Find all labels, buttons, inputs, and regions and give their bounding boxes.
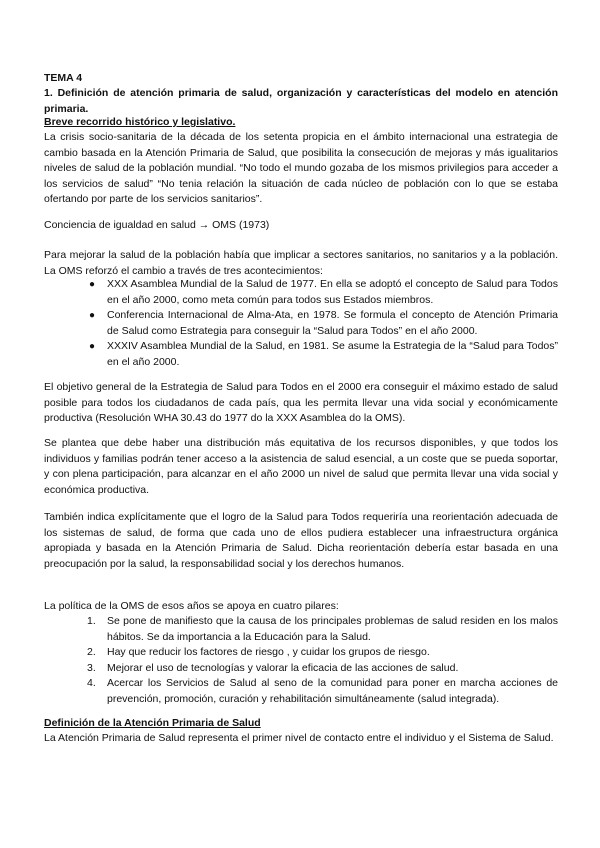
bullet-icon: ● bbox=[89, 341, 96, 353]
paragraph-pilares: La política de la OMS de esos años se apoya en cuatro pilares: bbox=[44, 600, 339, 612]
list-number: 2. bbox=[87, 646, 96, 659]
topic-label: TEMA 4 bbox=[44, 72, 83, 84]
bullet-icon: ● bbox=[89, 279, 96, 290]
list-item bbox=[87, 661, 558, 677]
section-heading: 1. Definición de atención primaria de salud, organización y características del modelo en atención primaria. bbox=[44, 87, 558, 115]
paragraph-crisis: La crisis socio-sanitaria de la década de los setenta propicia en el ámbito internacional una estrategia de cambio basada en la Atención Primaria de Salud, que posibilita la consecución de mejoras y más igualitarios niveles de salud de la población mundial. “No todo el mundo gozaba de los mismos privilegios para acceder a los servicios de salud” “No tenia relación la situación de cada núcleo de población con lo que se estaba ofertando por parte de los servicios sanitarios”. bbox=[44, 131, 558, 206]
bullet-icon: ● bbox=[89, 310, 96, 322]
list-number: 1. bbox=[87, 615, 96, 627]
list-item-text: Conferencia Internacional de Alma-Ata, en 1978. Se formula el concepto de Atención Primaria de Salud como Estrategia para conseguir la “Salud para Todos” en el año 2000. bbox=[107, 309, 558, 337]
paragraph-reorientacion: También indica explícitamente que el logro de la Salud para Todos requeriría una reorientación adecuada de los sistemas de salud, de forma que cada uno de ellos pudiera establecer una infraestructura orgánica apropiada y basada en la Atención Primaria de Salud. Dicha reorientación debería estar basada en una preocupación por la salud, la responsabilidad social y los derechos humanos. bbox=[44, 511, 558, 570]
list-item-text: XXX Asamblea Mundial de la Salud de 1977. En ella se adoptó el concepto de Salud para Todos en el año 2000, como meta común para todos sus Estados miembros. bbox=[107, 278, 558, 306]
list-item bbox=[87, 645, 558, 661]
list-item-text: Hay que reducir los factores de riesgo , y cuidar los grupos de riesgo. bbox=[107, 646, 430, 659]
list-item bbox=[87, 676, 558, 707]
paragraph-conciencia: Conciencia de igualdad en salud → OMS (1973) bbox=[44, 219, 270, 231]
list-item-text: Acercar los Servicios de Salud al seno de la comunidad para poner en marcha acciones de prevención, promoción, curación y rehabilitación simultáneamente (salud integrada). bbox=[107, 677, 558, 705]
paragraph-mejorar-salud: Para mejorar la salud de la población había que implicar a sectores sanitarios, no sanitarios y a la población. La OMS reforzó el cambio a través de tres acontecimientos: bbox=[44, 249, 558, 277]
list-item bbox=[89, 277, 558, 308]
list-item bbox=[89, 308, 558, 339]
list-item-text: Se pone de manifiesto que la causa de los principales problemas de salud residen en los malos hábitos. Se da importancia a la Educación para la Salud. bbox=[107, 615, 558, 643]
history-subheading: Breve recorrido histórico y legislativo. bbox=[44, 116, 236, 128]
list-item-text: XXXIV Asamblea Mundial de la Salud, en 1981. Se asume la Estrategia de la “Salud para Todos” en el año 2000. bbox=[107, 340, 558, 368]
list-number: 4. bbox=[87, 677, 96, 690]
list-item bbox=[87, 614, 558, 645]
paragraph-distribucion: Se plantea que debe haber una distribución más equitativa de los recursos disponibles, y que todos los individuos y familias podrán tener acceso a la asistencia de salud esencial, a un coste que se pueda soportar, y con plena participación, para alcanzar en el año 2000 un nivel de salud que permita llevar una vida social y económica productiva. bbox=[44, 437, 558, 496]
paragraph-definicion: La Atención Primaria de Salud representa el primer nivel de contacto entre el individuo y el Sistema de Salud. bbox=[44, 732, 554, 744]
list-item bbox=[89, 339, 558, 370]
events-list bbox=[89, 277, 558, 371]
list-number: 3. bbox=[87, 661, 96, 674]
paragraph-objetivo: El objetivo general de la Estrategia de Salud para Todos en el 2000 era conseguir el máximo estado de salud posible para todos los ciudadanos de cada país, qua les permita llevar una vida social y económicamente productiva (Resolución WHA 30.43 do 1977 do la XXX Asamblea do la OMS). bbox=[44, 381, 558, 425]
definition-subheading: Definición de la Atención Primaria de Salud bbox=[44, 717, 261, 729]
pillars-list bbox=[87, 614, 558, 708]
list-item-text: Mejorar el uso de tecnologías y valorar la eficacia de las acciones de salud. bbox=[107, 661, 459, 674]
